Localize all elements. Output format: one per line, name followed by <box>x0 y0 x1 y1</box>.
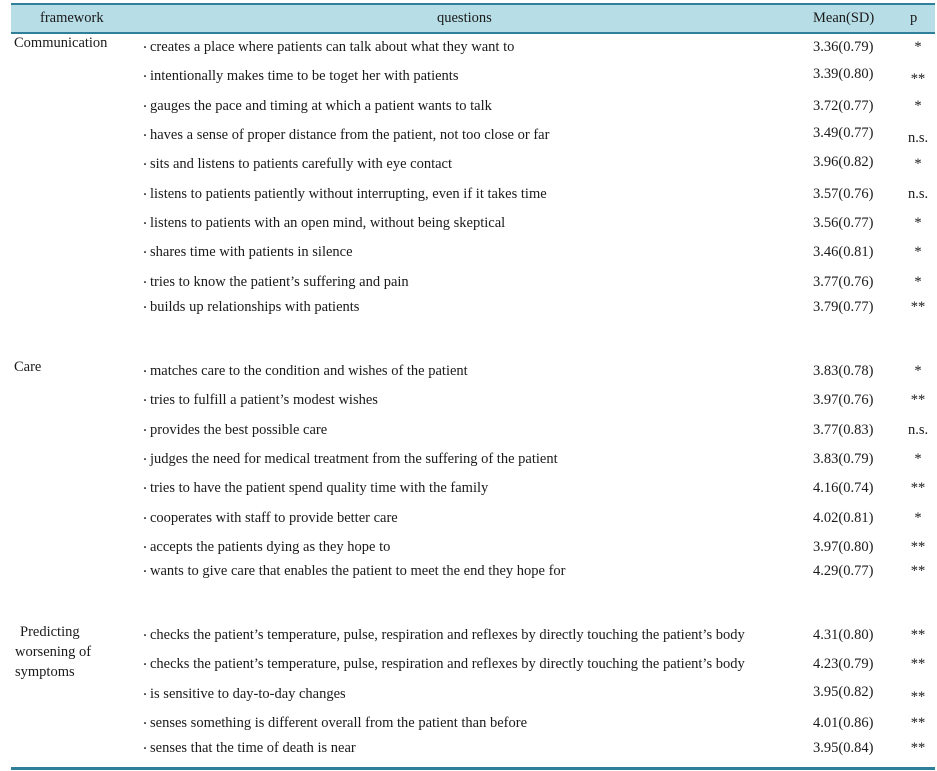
mean-sd-value: 4.29(0.77) <box>813 563 874 579</box>
p-value: * <box>914 451 922 467</box>
table-row <box>11 510 935 532</box>
question-text: ・ provides the best possible care <box>140 422 327 439</box>
p-value: ** <box>910 539 926 555</box>
table-row <box>11 215 935 237</box>
question-text: ・ tries to have the patient spend quality time with the family <box>140 480 488 497</box>
framework-label-line: symptoms <box>15 664 75 680</box>
mean-sd-value: 3.56(0.77) <box>813 215 874 231</box>
question-text: ・ cooperates with staff to provide better care <box>140 510 398 527</box>
table-row <box>11 156 935 178</box>
question-text: ・ creates a place where patients can talk about what they want to <box>140 39 514 56</box>
question-text: ・ tries to know the patient’s suffering and pain <box>140 274 409 291</box>
table-row <box>11 39 935 61</box>
table-row <box>11 451 935 473</box>
mean-sd-value: 3.83(0.79) <box>813 451 874 467</box>
question-text: ・ listens to patients with an open mind, without being skeptical <box>140 215 505 232</box>
table-row <box>11 686 935 708</box>
table-row <box>11 627 935 649</box>
table-row <box>11 656 935 678</box>
question-text: ・ accepts the patients dying as they hope to <box>140 539 390 556</box>
p-value: ** <box>910 71 926 87</box>
p-value: n.s. <box>908 130 929 146</box>
mean-sd-value: 3.36(0.79) <box>813 39 874 55</box>
p-value: * <box>914 244 922 260</box>
header-framework: framework <box>40 10 104 26</box>
table-row <box>11 68 935 90</box>
table-row <box>11 186 935 208</box>
table-row <box>11 539 935 561</box>
question-text: ・ gauges the pace and timing at which a patient wants to talk <box>140 98 492 115</box>
question-text: ・ senses something is different overall from the patient than before <box>140 715 527 732</box>
question-text: ・ haves a sense of proper distance from the patient, not too close or far <box>140 127 549 144</box>
mean-sd-value: 4.23(0.79) <box>813 656 874 672</box>
mean-sd-value: 3.46(0.81) <box>813 244 874 260</box>
question-text: ・ shares time with patients in silence <box>140 244 353 261</box>
p-value: ** <box>910 689 926 705</box>
p-value: * <box>914 39 922 55</box>
mean-sd-value: 3.77(0.83) <box>813 422 874 438</box>
mean-sd-value: 3.83(0.78) <box>813 363 874 379</box>
mean-sd-value: 3.72(0.77) <box>813 98 874 114</box>
mean-sd-value: 3.57(0.76) <box>813 186 874 202</box>
mean-sd-value: 3.95(0.82) <box>813 684 874 700</box>
p-value: ** <box>910 299 926 315</box>
p-value: n.s. <box>908 186 929 202</box>
question-text: ・ checks the patient’s temperature, pulse, respiration and reflexes by directly touching the patient’s body <box>140 656 798 673</box>
table-row <box>11 480 935 502</box>
table-row <box>11 363 935 385</box>
question-text: ・ senses that the time of death is near <box>140 740 356 757</box>
p-value: ** <box>910 392 926 408</box>
question-text: ・ judges the need for medical treatment from the suffering of the patient <box>140 451 558 468</box>
table-header <box>11 3 935 34</box>
framework-label-line: worsening of <box>15 644 92 660</box>
table-row <box>11 563 935 585</box>
p-value: * <box>914 363 922 379</box>
framework-label-line: Predicting <box>20 624 80 640</box>
question-text: ・ matches care to the condition and wishes of the patient <box>140 363 468 380</box>
question-text: ・ intentionally makes time to be toget her with patients <box>140 68 458 85</box>
framework-label: Care <box>14 359 42 375</box>
mean-sd-value: 4.16(0.74) <box>813 480 874 496</box>
p-value: ** <box>910 740 926 756</box>
table-row <box>11 299 935 321</box>
p-value: * <box>914 98 922 114</box>
question-text: ・ wants to give care that enables the patient to meet the end they hope for <box>140 563 566 580</box>
p-value: ** <box>910 627 926 643</box>
question-text: ・ sits and listens to patients carefully with eye contact <box>140 156 452 173</box>
mean-sd-value: 3.49(0.77) <box>813 125 874 141</box>
p-value: ** <box>910 715 926 731</box>
mean-sd-value: 3.79(0.77) <box>813 299 874 315</box>
p-value: ** <box>910 480 926 496</box>
question-text: ・ is sensitive to day-to-day changes <box>140 686 346 703</box>
question-text: ・ checks the patient’s temperature, pulse, respiration and reflexes by directly touching the patient’s body <box>140 627 798 644</box>
header-mean-sd: Mean(SD) <box>813 10 875 26</box>
table-row <box>11 98 935 120</box>
question-text: ・ listens to patients patiently without interrupting, even if it takes time <box>140 186 547 203</box>
table-row <box>11 392 935 414</box>
mean-sd-value: 3.97(0.80) <box>813 539 874 555</box>
framework-label: Communication <box>14 35 108 51</box>
p-value: * <box>914 274 922 290</box>
mean-sd-value: 3.96(0.82) <box>813 154 874 170</box>
mean-sd-value: 4.01(0.86) <box>813 715 874 731</box>
results-table <box>11 3 935 756</box>
p-value: ** <box>910 563 926 579</box>
bottom-rule <box>11 767 935 770</box>
header-p: p <box>910 10 918 26</box>
p-value: n.s. <box>908 422 929 438</box>
table-row <box>11 244 935 266</box>
p-value: * <box>914 215 922 231</box>
mean-sd-value: 4.31(0.80) <box>813 627 874 643</box>
table-row <box>11 422 935 444</box>
mean-sd-value: 3.97(0.76) <box>813 392 874 408</box>
header-questions: questions <box>437 10 492 26</box>
question-text: ・ tries to fulfill a patient’s modest wishes <box>140 392 378 409</box>
mean-sd-value: 3.77(0.76) <box>813 274 874 290</box>
question-text: ・ builds up relationships with patients <box>140 299 359 316</box>
p-value: ** <box>910 656 926 672</box>
p-value: * <box>914 156 922 172</box>
mean-sd-value: 3.95(0.84) <box>813 740 874 756</box>
mean-sd-value: 3.39(0.80) <box>813 66 874 82</box>
p-value: * <box>914 510 922 526</box>
table-row <box>11 740 935 762</box>
table-row <box>11 715 935 737</box>
table-row <box>11 274 935 296</box>
mean-sd-value: 4.02(0.81) <box>813 510 874 526</box>
table-row <box>11 127 935 149</box>
